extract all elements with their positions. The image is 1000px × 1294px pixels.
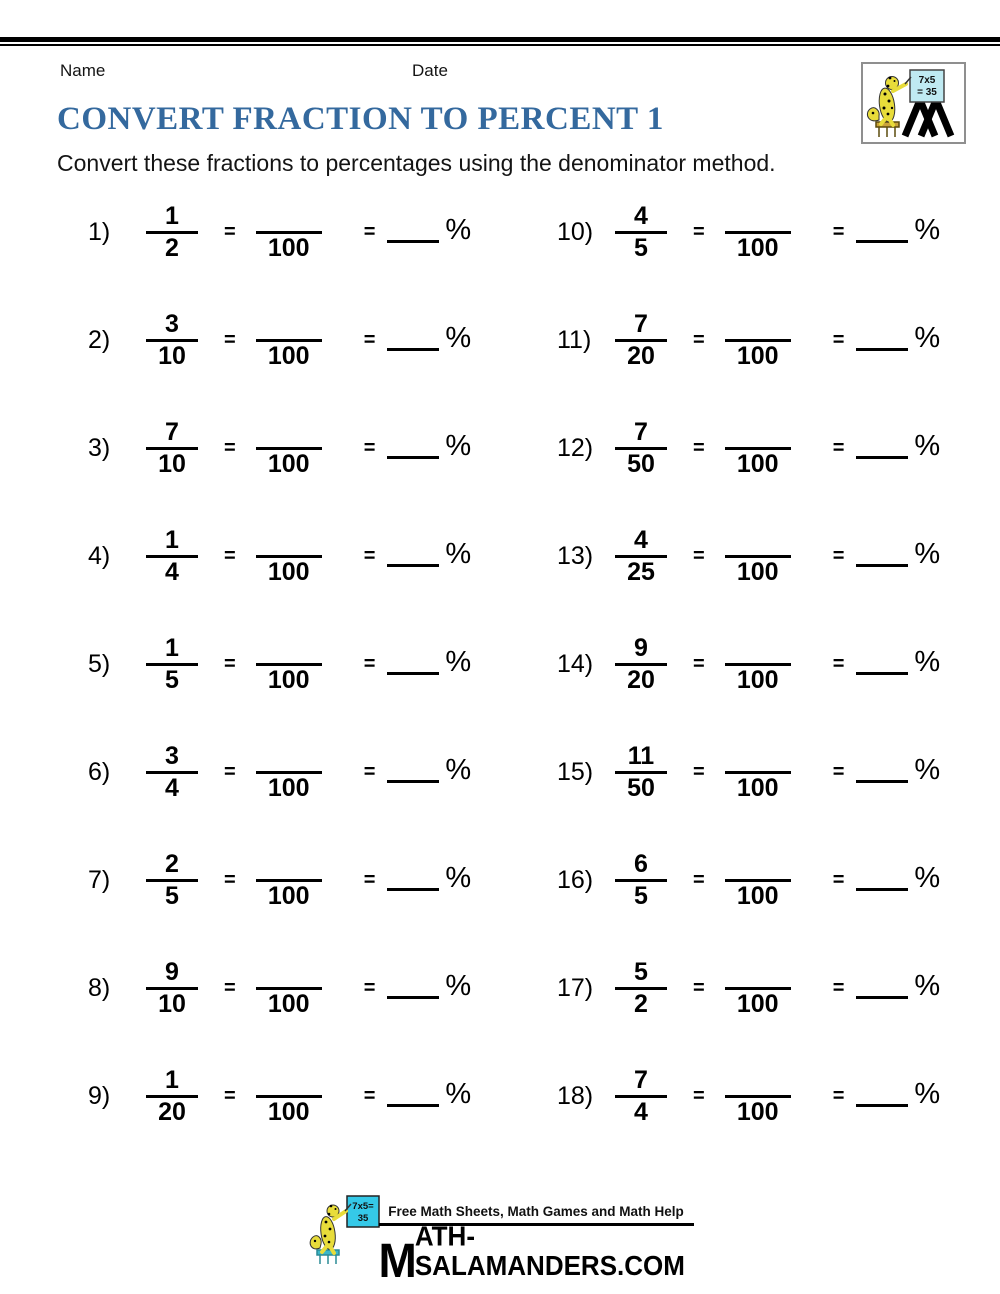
problem-row bbox=[88, 286, 529, 394]
fraction-numerator: 2 bbox=[165, 849, 179, 878]
percent-sign: % bbox=[445, 753, 472, 786]
problem-number: 12) bbox=[557, 433, 594, 462]
fraction-denominator: 20 bbox=[627, 665, 655, 694]
problem-number: 8) bbox=[88, 973, 111, 1002]
problem-row bbox=[557, 934, 970, 1042]
problem-number: 11) bbox=[557, 325, 592, 354]
problem-row bbox=[557, 826, 970, 934]
equals-sign: = bbox=[224, 1084, 236, 1107]
equals-sign: = bbox=[363, 544, 376, 567]
hundredths-fraction bbox=[254, 1067, 324, 1126]
hundredths-fraction bbox=[254, 635, 324, 694]
percent-answer-blank bbox=[856, 456, 908, 459]
hundred-denominator: 100 bbox=[267, 773, 310, 802]
problem-number: 2) bbox=[88, 325, 111, 354]
equals-sign: = bbox=[224, 976, 236, 999]
footer-text-block bbox=[378, 1192, 694, 1288]
fraction-denominator: 5 bbox=[634, 233, 648, 262]
hundred-denominator: 100 bbox=[267, 989, 310, 1018]
equals-sign: = bbox=[693, 436, 705, 459]
percent-answer-blank bbox=[856, 780, 908, 783]
given-fraction bbox=[144, 743, 200, 802]
problem-number: 5) bbox=[88, 649, 111, 678]
percent-answer-blank bbox=[387, 888, 439, 891]
percent-sign: % bbox=[445, 537, 472, 570]
numerator-answer-blank bbox=[754, 1067, 761, 1094]
equals-sign: = bbox=[832, 328, 845, 351]
equals-sign: = bbox=[363, 760, 376, 783]
svg-text:7x5: 7x5 bbox=[918, 75, 936, 86]
equals-sign: = bbox=[224, 652, 236, 675]
fraction-denominator: 20 bbox=[627, 341, 655, 370]
fraction-denominator: 4 bbox=[165, 773, 179, 802]
fraction-numerator: 6 bbox=[634, 849, 648, 878]
percent-sign: % bbox=[914, 969, 941, 1002]
fraction-denominator: 4 bbox=[634, 1097, 648, 1126]
equals-sign: = bbox=[363, 652, 376, 675]
fraction-denominator: 50 bbox=[627, 773, 655, 802]
footer-logo bbox=[0, 1192, 1000, 1288]
equals-sign: = bbox=[224, 544, 236, 567]
given-fraction bbox=[144, 311, 200, 370]
equals-sign: = bbox=[363, 868, 376, 891]
equals-sign: = bbox=[224, 220, 236, 243]
percent-sign: % bbox=[914, 753, 941, 786]
salamander-icon bbox=[310, 1204, 351, 1253]
numerator-answer-blank bbox=[285, 311, 292, 338]
equals-sign: = bbox=[832, 868, 845, 891]
percent-sign: % bbox=[914, 537, 941, 570]
percent-answer-blank bbox=[856, 240, 908, 243]
equals-sign: = bbox=[224, 868, 236, 891]
equals-sign: = bbox=[363, 436, 376, 459]
given-fraction bbox=[613, 1067, 669, 1126]
problem-row bbox=[557, 610, 970, 718]
problem-number: 1) bbox=[88, 217, 111, 246]
numerator-answer-blank bbox=[754, 851, 761, 878]
numerator-answer-blank bbox=[754, 743, 761, 770]
fraction-denominator: 2 bbox=[165, 233, 179, 262]
equals-sign: = bbox=[693, 1084, 705, 1107]
percent-sign: % bbox=[445, 1077, 472, 1110]
m-letter-icon bbox=[905, 100, 951, 136]
percent-answer-blank bbox=[387, 348, 439, 351]
hundred-denominator: 100 bbox=[736, 341, 779, 370]
equals-sign: = bbox=[224, 760, 236, 783]
hundredths-fraction bbox=[254, 743, 324, 802]
percent-answer-blank bbox=[387, 780, 439, 783]
equals-sign: = bbox=[693, 652, 705, 675]
problem-grid bbox=[0, 178, 1000, 1150]
problem-row bbox=[88, 394, 529, 502]
hundred-denominator: 100 bbox=[267, 665, 310, 694]
fraction-denominator: 20 bbox=[158, 1097, 186, 1126]
problem-row bbox=[557, 1042, 970, 1150]
equals-sign: = bbox=[224, 436, 236, 459]
numerator-answer-blank bbox=[285, 851, 292, 878]
footer-salamander-icon bbox=[307, 1192, 385, 1270]
problems-column-right bbox=[529, 178, 970, 1150]
fraction-numerator: 4 bbox=[634, 201, 648, 230]
problem-row bbox=[88, 502, 529, 610]
percent-answer-blank bbox=[387, 1104, 439, 1107]
fraction-numerator: 1 bbox=[165, 633, 179, 662]
percent-sign: % bbox=[445, 861, 472, 894]
numerator-answer-blank bbox=[754, 203, 761, 230]
problem-number: 17) bbox=[557, 973, 594, 1002]
fraction-denominator: 5 bbox=[165, 665, 179, 694]
hundredths-fraction bbox=[723, 527, 793, 586]
percent-answer-blank bbox=[387, 456, 439, 459]
hundred-denominator: 100 bbox=[736, 989, 779, 1018]
percent-answer-blank bbox=[856, 672, 908, 675]
problem-row bbox=[557, 718, 970, 826]
fraction-denominator: 4 bbox=[165, 557, 179, 586]
hundredths-fraction bbox=[254, 311, 324, 370]
percent-sign: % bbox=[914, 429, 941, 462]
numerator-answer-blank bbox=[285, 959, 292, 986]
hundred-denominator: 100 bbox=[267, 341, 310, 370]
hundredths-fraction bbox=[254, 203, 324, 262]
problem-row bbox=[88, 718, 529, 826]
equals-sign: = bbox=[693, 868, 705, 891]
percent-sign: % bbox=[914, 213, 941, 246]
hundred-denominator: 100 bbox=[736, 665, 779, 694]
percent-sign: % bbox=[914, 645, 941, 678]
given-fraction bbox=[144, 419, 200, 478]
equals-sign: = bbox=[832, 220, 845, 243]
problems-column-left bbox=[88, 178, 529, 1150]
equals-sign: = bbox=[224, 328, 236, 351]
percent-sign: % bbox=[914, 321, 941, 354]
equals-sign: = bbox=[363, 220, 376, 243]
problem-row bbox=[88, 1042, 529, 1150]
equals-sign: = bbox=[363, 976, 376, 999]
fraction-denominator: 10 bbox=[158, 989, 186, 1018]
svg-text:7x5=: 7x5= bbox=[351, 1201, 374, 1212]
name-label: Name bbox=[60, 61, 106, 80]
fraction-numerator: 11 bbox=[627, 741, 655, 770]
fraction-numerator: 3 bbox=[165, 309, 179, 338]
numerator-answer-blank bbox=[754, 527, 761, 554]
percent-sign: % bbox=[445, 321, 472, 354]
given-fraction bbox=[144, 959, 200, 1018]
instructions-text: Convert these fractions to percentages using the denominator method. bbox=[57, 150, 776, 176]
percent-answer-blank bbox=[856, 348, 908, 351]
problem-number: 15) bbox=[557, 757, 594, 786]
numerator-answer-blank bbox=[754, 959, 761, 986]
fraction-numerator: 7 bbox=[165, 417, 179, 446]
date-label: Date bbox=[412, 61, 448, 80]
given-fraction bbox=[613, 203, 669, 262]
problem-number: 4) bbox=[88, 541, 111, 570]
given-fraction bbox=[144, 851, 200, 910]
problem-row bbox=[88, 610, 529, 718]
hundred-denominator: 100 bbox=[736, 1097, 779, 1126]
given-fraction bbox=[613, 743, 669, 802]
fraction-denominator: 5 bbox=[634, 881, 648, 910]
numerator-answer-blank bbox=[285, 1067, 292, 1094]
page-title: CONVERT FRACTION TO PERCENT 1 bbox=[57, 101, 664, 137]
numerator-answer-blank bbox=[754, 419, 761, 446]
given-fraction bbox=[613, 851, 669, 910]
hundred-denominator: 100 bbox=[736, 233, 779, 262]
hundred-denominator: 100 bbox=[267, 233, 310, 262]
problem-number: 7) bbox=[88, 865, 111, 894]
given-fraction bbox=[613, 635, 669, 694]
percent-answer-blank bbox=[856, 1104, 908, 1107]
problem-number: 9) bbox=[88, 1081, 111, 1110]
hundredths-fraction bbox=[723, 311, 793, 370]
fraction-numerator: 7 bbox=[634, 309, 648, 338]
equals-sign: = bbox=[693, 328, 705, 351]
numerator-answer-blank bbox=[754, 311, 761, 338]
footer-site-name bbox=[378, 1219, 694, 1288]
hundred-denominator: 100 bbox=[736, 773, 779, 802]
hundredths-fraction bbox=[254, 851, 324, 910]
problem-row bbox=[557, 394, 970, 502]
fraction-numerator: 1 bbox=[165, 201, 179, 230]
hundred-denominator: 100 bbox=[267, 449, 310, 478]
numerator-answer-blank bbox=[285, 419, 292, 446]
problem-row bbox=[88, 178, 529, 286]
problem-row bbox=[557, 502, 970, 610]
percent-sign: % bbox=[914, 861, 941, 894]
hundredths-fraction bbox=[723, 959, 793, 1018]
given-fraction bbox=[613, 527, 669, 586]
given-fraction bbox=[144, 203, 200, 262]
problem-row bbox=[557, 178, 970, 286]
fraction-numerator: 9 bbox=[165, 957, 179, 986]
top-border-rule bbox=[0, 37, 1000, 46]
fraction-denominator: 25 bbox=[627, 557, 655, 586]
fraction-denominator: 2 bbox=[634, 989, 648, 1018]
equals-sign: = bbox=[832, 1084, 845, 1107]
equals-sign: = bbox=[832, 760, 845, 783]
whiteboard-icon bbox=[910, 70, 944, 102]
percent-answer-blank bbox=[856, 888, 908, 891]
hundred-denominator: 100 bbox=[267, 1097, 310, 1126]
hundredths-fraction bbox=[723, 743, 793, 802]
problem-number: 6) bbox=[88, 757, 111, 786]
hundredths-fraction bbox=[254, 419, 324, 478]
equals-sign: = bbox=[832, 436, 845, 459]
problem-number: 16) bbox=[557, 865, 594, 894]
hundredths-fraction bbox=[723, 203, 793, 262]
hundred-denominator: 100 bbox=[736, 881, 779, 910]
fraction-numerator: 9 bbox=[634, 633, 648, 662]
percent-answer-blank bbox=[387, 564, 439, 567]
numerator-answer-blank bbox=[285, 203, 292, 230]
equals-sign: = bbox=[363, 328, 376, 351]
equals-sign: = bbox=[693, 220, 705, 243]
fraction-denominator: 50 bbox=[627, 449, 655, 478]
equals-sign: = bbox=[693, 760, 705, 783]
svg-text:= 35: = 35 bbox=[917, 87, 937, 98]
percent-answer-blank bbox=[387, 240, 439, 243]
equals-sign: = bbox=[832, 652, 845, 675]
equals-sign: = bbox=[832, 544, 845, 567]
percent-sign: % bbox=[445, 645, 472, 678]
fraction-denominator: 5 bbox=[165, 881, 179, 910]
hundredths-fraction bbox=[723, 635, 793, 694]
fraction-numerator: 1 bbox=[165, 1065, 179, 1094]
problem-number: 10) bbox=[557, 217, 594, 246]
problem-row bbox=[557, 286, 970, 394]
numerator-answer-blank bbox=[285, 743, 292, 770]
given-fraction bbox=[144, 527, 200, 586]
hundredths-fraction bbox=[254, 527, 324, 586]
percent-answer-blank bbox=[387, 996, 439, 999]
hundred-denominator: 100 bbox=[267, 557, 310, 586]
fraction-numerator: 7 bbox=[634, 1065, 648, 1094]
equals-sign: = bbox=[363, 1084, 376, 1107]
problem-number: 3) bbox=[88, 433, 111, 462]
percent-sign: % bbox=[914, 1077, 941, 1110]
problem-number: 13) bbox=[557, 541, 594, 570]
fraction-numerator: 3 bbox=[165, 741, 179, 770]
fraction-numerator: 5 bbox=[634, 957, 648, 986]
hundred-denominator: 100 bbox=[267, 881, 310, 910]
hundredths-fraction bbox=[723, 419, 793, 478]
equals-sign: = bbox=[693, 544, 705, 567]
hundredths-fraction bbox=[723, 851, 793, 910]
fraction-numerator: 7 bbox=[634, 417, 648, 446]
fraction-numerator: 4 bbox=[634, 525, 648, 554]
fraction-numerator: 1 bbox=[165, 525, 179, 554]
numerator-answer-blank bbox=[754, 635, 761, 662]
percent-sign: % bbox=[445, 969, 472, 1002]
given-fraction bbox=[144, 1067, 200, 1126]
percent-answer-blank bbox=[387, 672, 439, 675]
percent-sign: % bbox=[445, 213, 472, 246]
problem-number: 14) bbox=[557, 649, 594, 678]
site-name-text: ATH-SALAMANDERS.COM bbox=[414, 1219, 685, 1282]
fraction-denominator: 10 bbox=[158, 449, 186, 478]
equals-sign: = bbox=[832, 976, 845, 999]
problem-row bbox=[88, 826, 529, 934]
hundred-denominator: 100 bbox=[736, 449, 779, 478]
given-fraction bbox=[613, 959, 669, 1018]
percent-answer-blank bbox=[856, 564, 908, 567]
footer-tagline: Free Math Sheets, Math Games and Math Help bbox=[388, 1204, 684, 1219]
given-fraction bbox=[613, 311, 669, 370]
hundred-denominator: 100 bbox=[736, 557, 779, 586]
hundredths-fraction bbox=[254, 959, 324, 1018]
percent-sign: % bbox=[445, 429, 472, 462]
fraction-denominator: 10 bbox=[158, 341, 186, 370]
numerator-answer-blank bbox=[285, 527, 292, 554]
numerator-answer-blank bbox=[285, 635, 292, 662]
problem-row bbox=[88, 934, 529, 1042]
svg-text:35: 35 bbox=[357, 1213, 368, 1224]
site-m-letter: M bbox=[378, 1232, 415, 1288]
salamander-icon bbox=[867, 77, 911, 126]
salamander-logo-icon bbox=[863, 64, 964, 142]
given-fraction bbox=[613, 419, 669, 478]
math-salamanders-logo bbox=[861, 62, 966, 144]
hundredths-fraction bbox=[723, 1067, 793, 1126]
given-fraction bbox=[144, 635, 200, 694]
percent-answer-blank bbox=[856, 996, 908, 999]
problem-number: 18) bbox=[557, 1081, 594, 1110]
whiteboard-icon bbox=[347, 1196, 379, 1227]
equals-sign: = bbox=[693, 976, 705, 999]
